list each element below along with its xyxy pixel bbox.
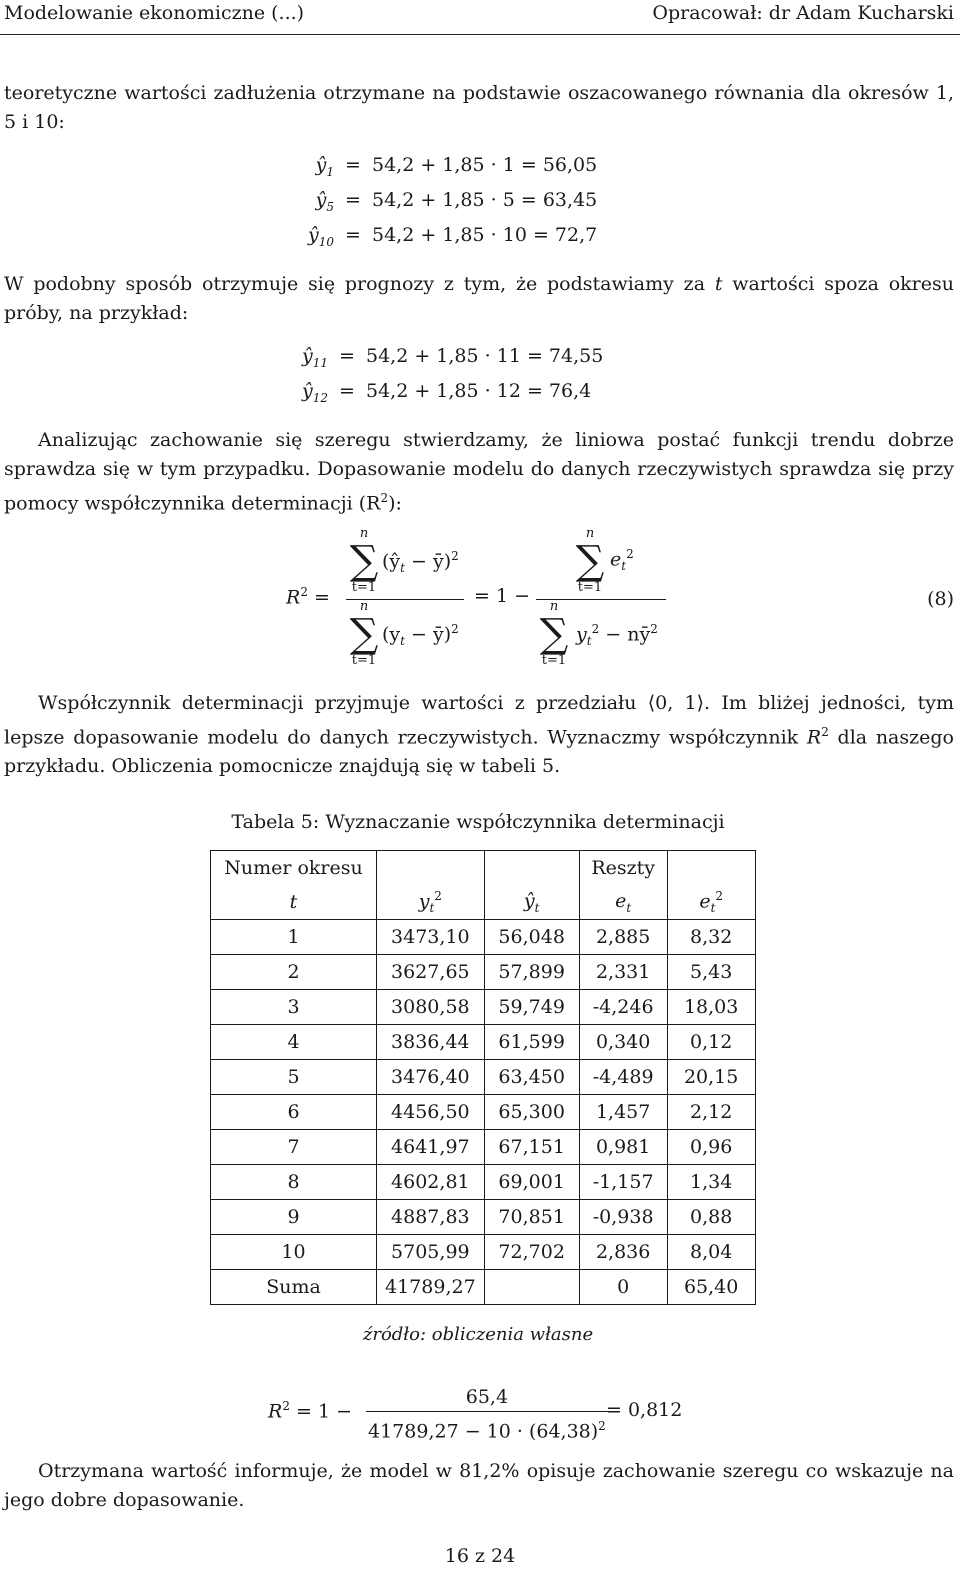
table-cell: 18,03	[667, 990, 755, 1025]
table-row	[211, 1130, 756, 1165]
table-cell: 56,048	[484, 920, 579, 955]
table-cell: 57,899	[484, 955, 579, 990]
table-cell: 9	[211, 1200, 377, 1235]
fitted-eq-10: $ŷ_{10} = 54,2 + 1,85 \cdot 10 = 72,7$	[307, 224, 598, 249]
result-fraction: 65,4 $41789,27 - 10 \cdot (64,38)^2$	[366, 1383, 608, 1445]
determination-table	[210, 850, 756, 1305]
table-cell: 5,43	[667, 955, 755, 990]
table-cell: 2,331	[579, 955, 667, 990]
table-cell: 7	[211, 1130, 377, 1165]
fraction-denominator: n ∑ t=1 $y_t^2$ − $nȳ^2$	[536, 599, 666, 672]
table-cell: 0,340	[579, 1025, 667, 1060]
table-cell: 2,12	[667, 1095, 755, 1130]
table-caption: Tabela 5: Wyznaczanie współczynnika determinacji	[231, 811, 725, 833]
table-row	[211, 1095, 756, 1130]
header-residuals: Reszty	[579, 851, 667, 886]
table-cell: 3473,10	[377, 920, 485, 955]
table-cell: 6	[211, 1095, 377, 1130]
table-header-row-2	[211, 885, 756, 920]
table-cell: 5705,99	[377, 1235, 485, 1270]
table-sum-row: Suma 41789,27 0 65,40	[211, 1270, 756, 1305]
table-cell: 0,981	[579, 1130, 667, 1165]
table-cell: 3836,44	[377, 1025, 485, 1060]
table-cell: 2,885	[579, 920, 667, 955]
table-row	[211, 920, 756, 955]
table-cell: 5	[211, 1060, 377, 1095]
table-cell: 2,836	[579, 1235, 667, 1270]
table-cell: 1,34	[667, 1165, 755, 1200]
intro-paragraph: teoretyczne wartości zadłużenia otrzymane na podstawie oszacowanego równania dla okresów 1, 5 i 10:	[4, 82, 954, 133]
table-cell: 10	[211, 1235, 377, 1270]
fitted-eq-5: $ŷ_5 = 54,2 + 1,85 \cdot 5 = 63,45$	[315, 189, 598, 214]
table-cell: -4,489	[579, 1060, 667, 1095]
determination-paragraph: Współczynnik determinacji przyjmuje wartości z przedziału ⟨0, 1⟩. Im bliżej jedności, tym lepsze dopasowanie modelu do danych rzeczywistych. Wyznaczmy współczynnik $R^2$ dla naszego przykładu. Obliczenia pomocnicze znajdują się w tabeli 5.	[4, 692, 954, 778]
equation-number: (8)	[927, 588, 954, 610]
table-cell: 59,749	[484, 990, 579, 1025]
table-cell: 3476,40	[377, 1060, 485, 1095]
header-period: Numer okresu	[211, 851, 377, 886]
table-cell: 8,32	[667, 920, 755, 955]
header-y-hat: $ŷ_t$	[484, 885, 579, 920]
sum-symbol: n ∑ t=1	[575, 526, 605, 595]
table-cell: -4,246	[579, 990, 667, 1025]
table-cell: 67,151	[484, 1130, 579, 1165]
table-cell: 4641,97	[377, 1130, 485, 1165]
table-row	[211, 1025, 756, 1060]
conclusion-paragraph: Otrzymana wartość informuje, że model w 81,2% opisuje zachowanie szeregu co wskazuje na jego dobre dopasowanie.	[4, 1460, 954, 1511]
table-row	[211, 955, 756, 990]
table-cell: 8	[211, 1165, 377, 1200]
table-row	[211, 1200, 756, 1235]
table-cell: 0,88	[667, 1200, 755, 1235]
fraction-explained-variation	[346, 527, 464, 672]
table-cell: 70,851	[484, 1200, 579, 1235]
analysis-paragraph: Analizując zachowanie się szeregu stwierdzamy, że liniowa postać funkcji trendu dobrze sprawdza się w tym przypadku. Dopasowanie modelu do danych rzeczywistych sprawdza się przy pomocy współczynnika determinacji $(R^2)$:	[4, 429, 954, 515]
table-row	[211, 1235, 756, 1270]
result-value: = 0,812	[606, 1399, 683, 1421]
r-squared-formula	[286, 527, 686, 677]
fitted-eq-1: $ŷ_1 = 54,2 + 1,85 \cdot 1 = 56,05$	[315, 154, 598, 179]
header-rule	[0, 34, 960, 35]
header-y-squared: $y_t^2$	[377, 885, 485, 920]
sum-symbol: n ∑ t=1	[349, 599, 379, 668]
table-cell: 4	[211, 1025, 377, 1060]
table-cell: 63,450	[484, 1060, 579, 1095]
forecast-eq-12: $ŷ_{12} = 54,2 + 1,85 \cdot 12 = 76,4$	[301, 380, 592, 405]
forecast-equations	[284, 345, 603, 415]
formula-mid: = 1 −	[474, 585, 531, 607]
sum-symbol: n ∑ t=1	[349, 526, 379, 595]
table-cell: 8,04	[667, 1235, 755, 1270]
table-row	[211, 990, 756, 1025]
table-cell: 20,15	[667, 1060, 755, 1095]
forecast-paragraph: W podobny sposób otrzymuje się prognozy z tym, że podstawiamy za t wartości spoza okresu próby, na przykład:	[4, 273, 954, 324]
sum-symbol: n ∑ t=1	[539, 599, 569, 668]
fitted-equations	[290, 154, 597, 259]
table-row	[211, 1165, 756, 1200]
table-cell: 65,300	[484, 1095, 579, 1130]
table-cell: -0,938	[579, 1200, 667, 1235]
running-header-title: Modelowanie ekonomiczne (...)	[4, 2, 305, 24]
table-cell: 4602,81	[377, 1165, 485, 1200]
table-cell: 72,702	[484, 1235, 579, 1270]
running-header-author: Opracował: dr Adam Kucharski	[652, 2, 954, 24]
table-cell: 4887,83	[377, 1200, 485, 1235]
formula-lhs: $R^2$ =	[286, 585, 330, 609]
table-cell: 1	[211, 920, 377, 955]
table-cell: 3627,65	[377, 955, 485, 990]
fraction-residual	[536, 527, 666, 672]
fraction-numerator: n ∑ t=1 ($ŷ_t$ − ȳ)$^2$	[346, 527, 464, 599]
fraction-denominator: n ∑ t=1 ($y_t$ − ȳ)$^2$	[346, 599, 464, 672]
table-cell: 4456,50	[377, 1095, 485, 1130]
table-cell: 2	[211, 955, 377, 990]
table-cell: 1,457	[579, 1095, 667, 1130]
header-e: $e_t$	[579, 885, 667, 920]
header-e-squared: $e_t^2$	[667, 885, 755, 920]
table-cell: 61,599	[484, 1025, 579, 1060]
page-number: 16 z 24	[444, 1545, 516, 1567]
table-header-row-1	[211, 851, 756, 886]
result-formula: $R^2 = 1$ − 65,4 $41789,27 - 10 \cdot (64,38)^2$ = 0,812	[268, 1383, 708, 1443]
forecast-eq-11: $ŷ_{11} = 54,2 + 1,85 \cdot 11 = 74,55$	[301, 345, 604, 370]
header-t: t	[211, 885, 377, 920]
table-cell: 0,96	[667, 1130, 755, 1165]
table-row	[211, 1060, 756, 1095]
table-cell: 69,001	[484, 1165, 579, 1200]
table-cell: -1,157	[579, 1165, 667, 1200]
table-cell: 3	[211, 990, 377, 1025]
fraction-numerator: n ∑ t=1 $e_t^2$	[536, 527, 666, 599]
table-cell: 3080,58	[377, 990, 485, 1025]
table-source: źródło: obliczenia własne	[362, 1324, 594, 1345]
table-cell: 0,12	[667, 1025, 755, 1060]
